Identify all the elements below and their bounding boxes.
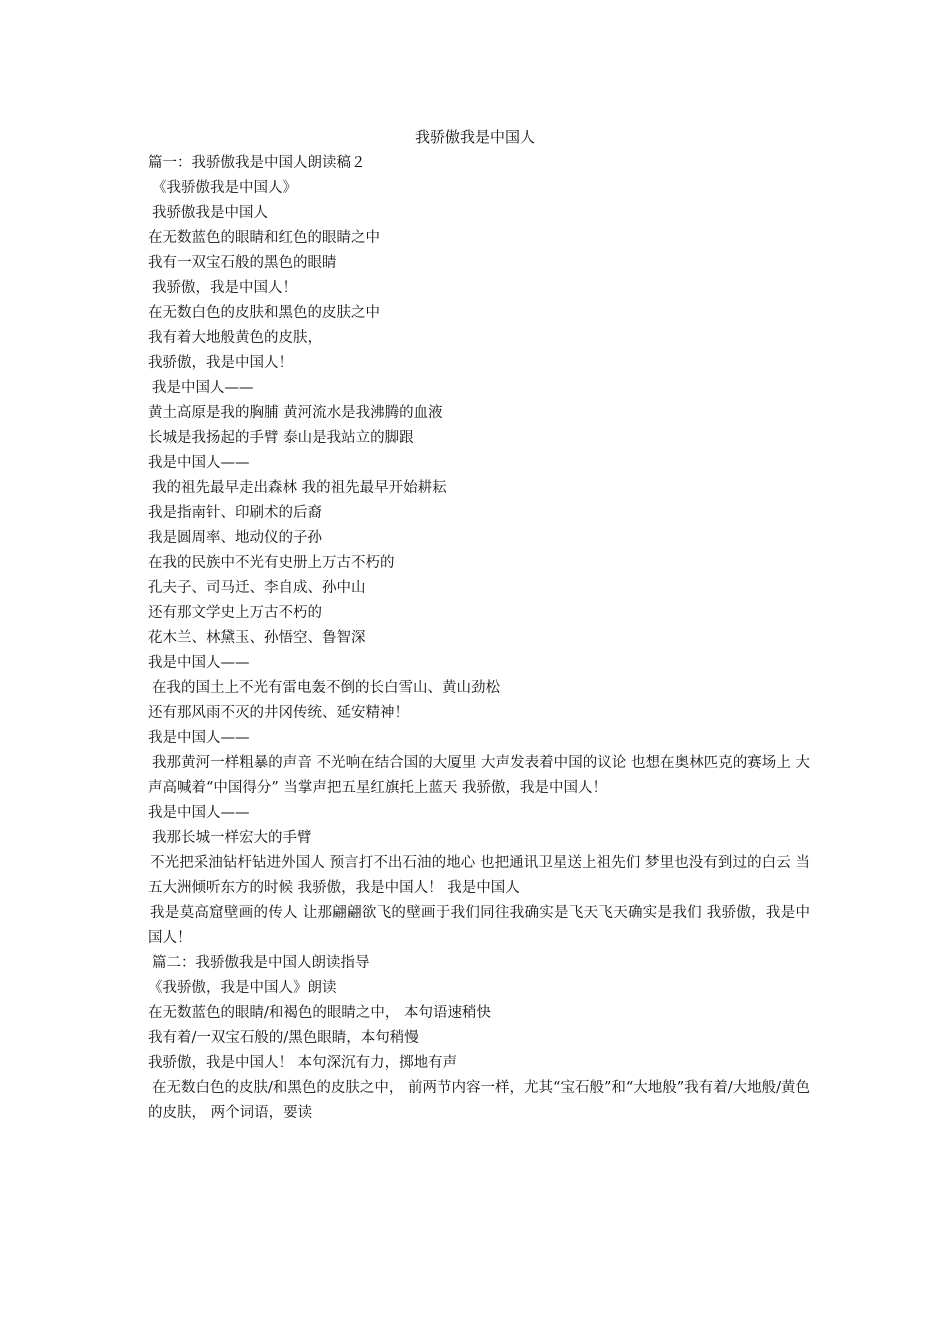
text-line: 在无数白色的皮肤和黑色的皮肤之中	[148, 305, 380, 321]
text-line: 《我骄傲我是中国人》	[152, 180, 297, 196]
text-line: 我骄傲，我是中国人！ 本句深沉有力，掷地有声	[148, 1055, 458, 1071]
text-line: 还有那风雨不灭的井冈传统、延安精神！	[148, 705, 409, 721]
text-line: 我有着大地般黄色的皮肤，	[148, 330, 322, 346]
document-title: 我骄傲我是中国人	[414, 128, 535, 146]
text-paragraph	[148, 1076, 810, 1126]
text-line: 在我的国土上不光有雷电轰不倒的长白雪山、黄山劲松	[152, 680, 500, 696]
text-line: 在无数蓝色的眼睛/和褐色的眼睛之中， 本句语速稍快	[148, 1005, 491, 1021]
text-line: 我的祖先最早走出森林 我的祖先最早开始耕耘	[152, 480, 447, 496]
text-line: 长城是我扬起的手臂 泰山是我站立的脚跟	[148, 430, 414, 446]
text-line: 我是中国人——	[148, 805, 250, 821]
paragraph-text: 在无数白色的皮肤/和黑色的皮肤之中， 前两节内容一样，尤其“宝石般”和“大地般”我有着/大地般/黄色的皮肤， 两个词语，要读	[148, 1080, 810, 1121]
document-body	[148, 151, 810, 1126]
text-line: 我是中国人——	[152, 380, 254, 396]
text-line: 在无数蓝色的眼睛和红色的眼睛之中	[148, 230, 380, 246]
text-line: 我有一双宝石般的黑色的眼睛	[148, 255, 337, 271]
text-paragraph	[148, 751, 810, 801]
text-line: 孔夫子、司马迁、李自成、孙中山	[148, 580, 366, 596]
paragraph-text: 不光把采油钻杆钻进外国人 预言打不出石油的地心 也把通讯卫星送上祖先们 梦里也没有到过的白云 当五大洲倾听东方的时候 我骄傲，我是中国人！ 我是中国人	[148, 855, 810, 896]
paragraph-text: 我是莫高窟壁画的传人 让那翩翩欲飞的壁画于我们同往我确实是飞天飞天确实是我们 我骄傲，我是中国人！	[148, 905, 810, 946]
text-line: 篇二：我骄傲我是中国人朗读指导	[152, 955, 370, 971]
text-line: 我骄傲，我是中国人！	[152, 280, 297, 296]
text-paragraph	[148, 901, 810, 951]
text-line: 还有那文学史上万古不朽的	[148, 605, 322, 621]
text-line: 花木兰、林黛玉、孙悟空、鲁智深	[148, 630, 366, 646]
text-line: 我那长城一样宏大的手臂	[152, 830, 312, 846]
text-line: 篇一：我骄傲我是中国人朗读稿２	[148, 155, 366, 171]
text-line: 我有着/一双宝石般的/黑色眼睛，本句稍慢	[148, 1030, 419, 1046]
text-line: 黄土高原是我的胸脯 黄河流水是我沸腾的血液	[148, 405, 443, 421]
text-line: 我骄傲，我是中国人！	[148, 355, 293, 371]
text-line: 我是圆周率、地动仪的子孙	[148, 530, 322, 546]
paragraph-text: 我那黄河一样粗暴的声音 不光响在结合国的大厦里 大声发表着中国的议论 也想在奥林匹克的赛场上 大声高喊着“中国得分” 当掌声把五星红旗托上蓝天 我骄傲，我是中国人！	[148, 755, 810, 796]
text-paragraph	[148, 851, 810, 901]
text-line: 在我的民族中不光有史册上万古不朽的	[148, 555, 395, 571]
text-line: 我是中国人——	[148, 455, 250, 471]
text-line: 我骄傲我是中国人	[152, 205, 268, 221]
text-line: 我是中国人——	[148, 655, 250, 671]
text-line: 《我骄傲，我是中国人》朗读	[148, 980, 337, 996]
text-line: 我是指南针、印刷术的后裔	[148, 505, 322, 521]
text-line: 我是中国人——	[148, 730, 250, 746]
